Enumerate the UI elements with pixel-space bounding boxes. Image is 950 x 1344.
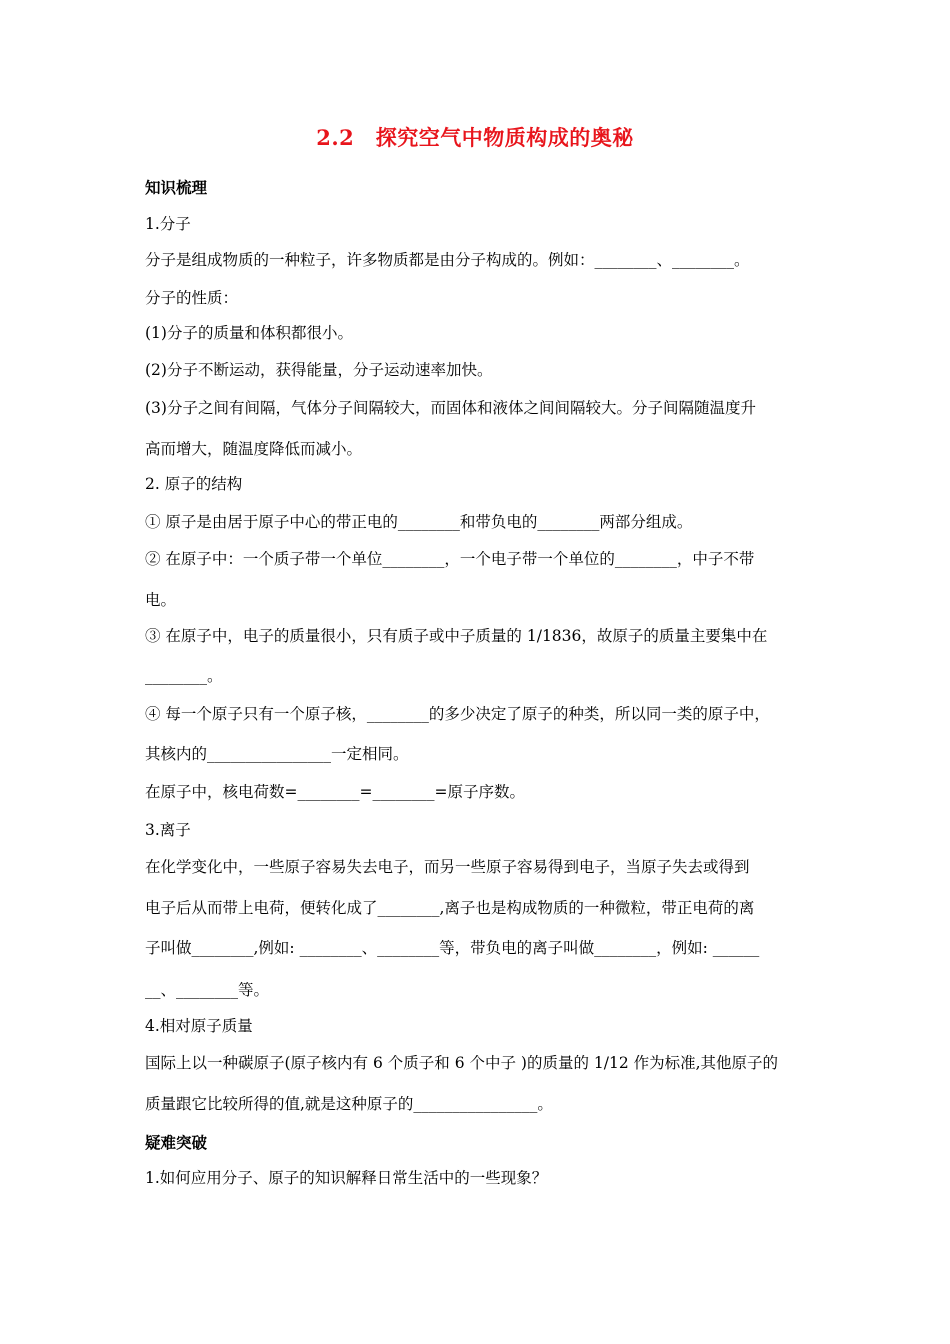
molecule-property-3-line1: (3)分子之间有间隔，气体分子间隔较大，而固体和液体之间间隔较大。分子间隔随温度升 [145, 399, 756, 417]
atom-structure-item-3-line1: ③ 在原子中，电子的质量很小，只有质子或中子质量的 1/1836，故原子的质量主要集中在 [145, 627, 768, 645]
page-title: 2.2 探究空气中物质构成的奥秘 [316, 125, 634, 150]
ion-text-line4: __、________等。 [145, 981, 270, 999]
ion-text-line2: 电子后从而带上电荷，便转化成了________,离子也是构成物质的一种微粒，带正电荷的离 [145, 899, 755, 917]
section-relative-mass-heading: 4.相对原子质量 [145, 1017, 253, 1035]
ion-text-line3: 子叫做________,例如: ________、________等，带负电的离子叫做________，例如: ______ [145, 939, 760, 957]
ion-text-line1: 在化学变化中，一些原子容易失去电子，而另一些原子容易得到电子，当原子失去或得到 [145, 858, 750, 876]
molecule-property-3-line2: 高而增大，随温度降低而减小。 [145, 440, 363, 458]
molecule-properties-label: 分子的性质： [145, 289, 239, 307]
section-ion-heading: 3.离子 [145, 821, 191, 839]
section-molecule-heading: 1.分子 [145, 215, 191, 233]
atom-structure-item-2-line2: 电。 [145, 591, 177, 609]
difficulty-heading: 疑难突破 [145, 1133, 208, 1152]
atom-structure-item-3-line2: ________。 [145, 667, 223, 685]
molecule-property-2: (2)分子不断运动，获得能量，分子运动速率加快。 [145, 361, 493, 379]
atom-structure-item-5: 在原子中，核电荷数=________=________=原子序数。 [145, 783, 525, 801]
atom-structure-item-4-line2: 其核内的________________一定相同。 [145, 745, 409, 763]
atom-structure-item-4-line1: ④ 每一个原子只有一个原子核，________的多少决定了原子的种类，所以同一类的原子中， [145, 705, 770, 723]
relative-mass-line2: 质量跟它比较所得的值,就是这种原子的________________。 [145, 1095, 553, 1113]
atom-structure-item-1: ① 原子是由居于原子中心的带正电的________和带负电的________两部分组成。 [145, 513, 693, 531]
atom-structure-item-2-line1: ② 在原子中：一个质子带一个单位________，一个电子带一个单位的________，中子不带 [145, 550, 755, 568]
relative-mass-line1: 国际上以一种碳原子(原子核内有 6 个质子和 6 个中子 )的质量的 1/12 作为标准,其他原子的 [145, 1054, 779, 1072]
knowledge-heading: 知识梳理 [145, 178, 208, 197]
molecule-property-1: (1)分子的质量和体积都很小。 [145, 324, 353, 342]
section-atom-structure-heading: 2. 原子的结构 [145, 475, 243, 493]
molecule-definition: 分子是组成物质的一种粒子，许多物质都是由分子构成的。例如：________、________。 [145, 251, 750, 269]
question-1: 1.如何应用分子、原子的知识解释日常生活中的一些现象？ [145, 1169, 548, 1187]
